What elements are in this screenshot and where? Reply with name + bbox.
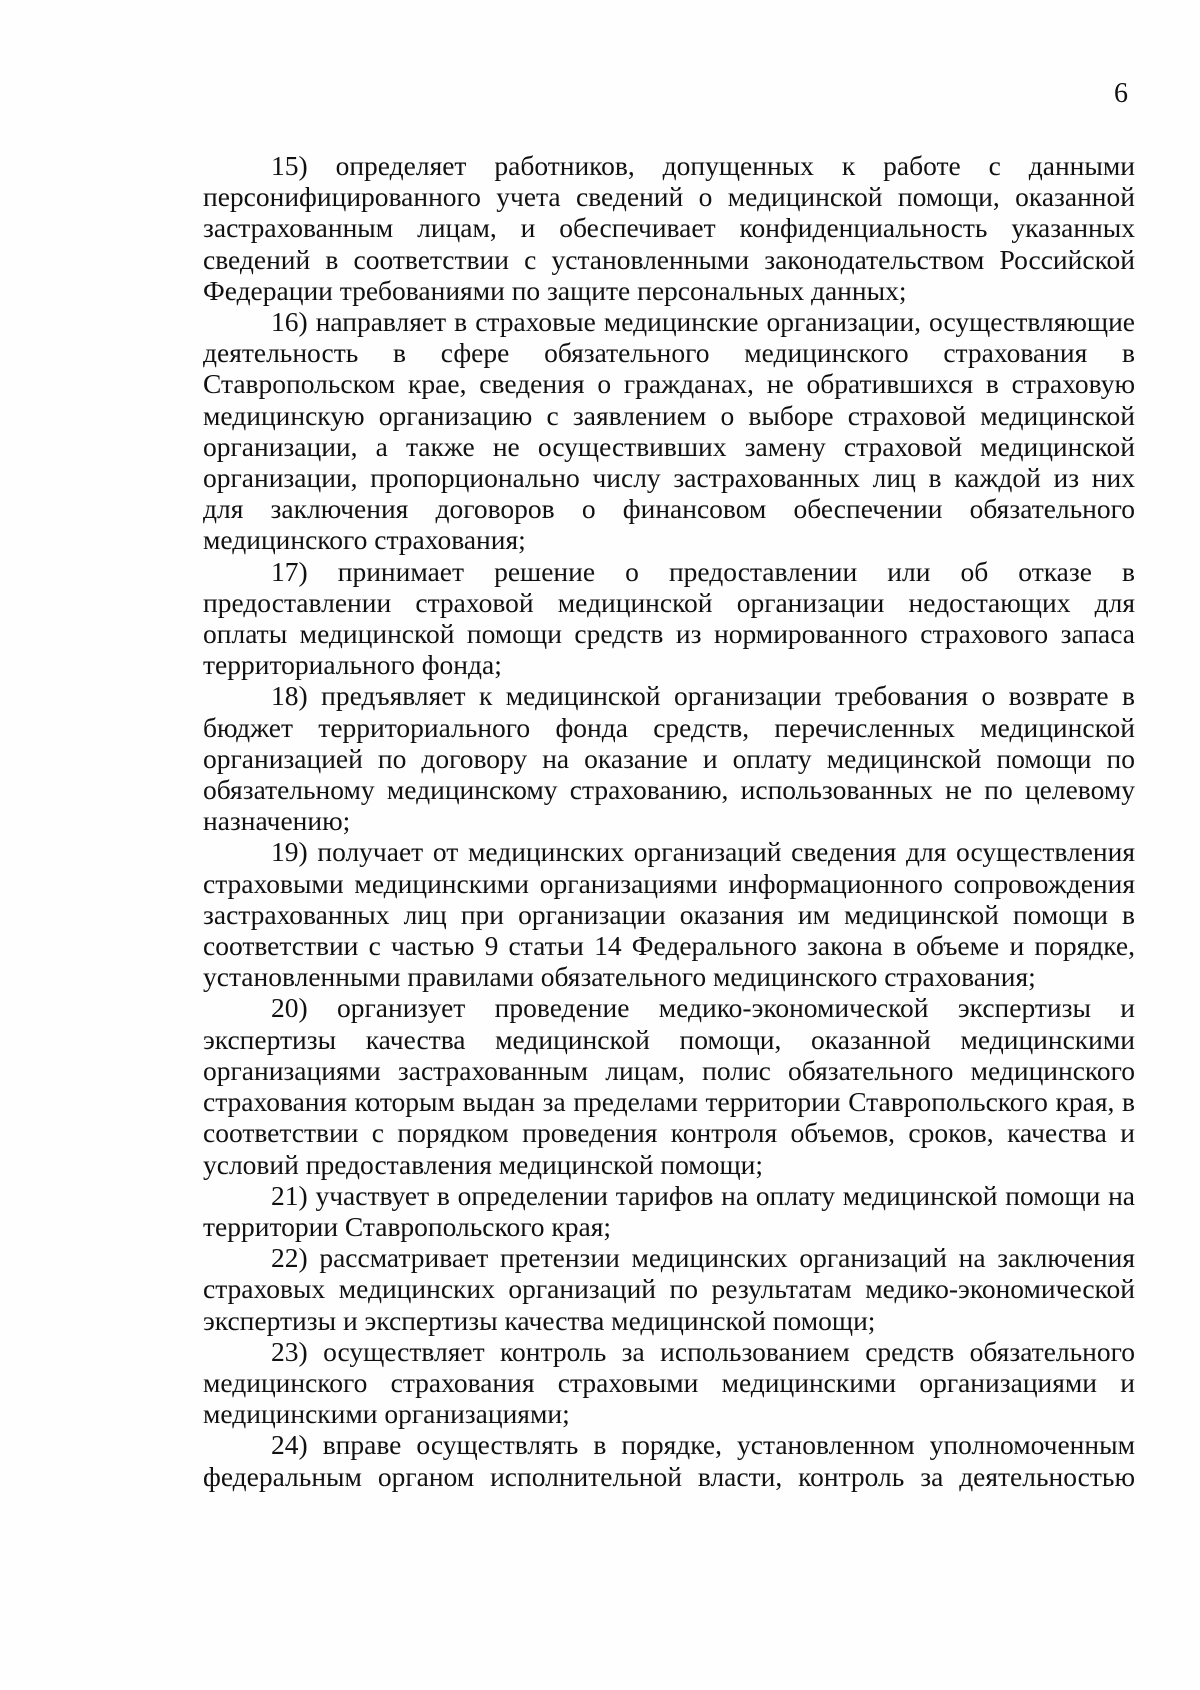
list-item-21: 21) участвует в определении тарифов на оплату медицинской помощи на территории Ставропольского края; — [203, 1179, 1135, 1242]
list-item-24: 24) вправе осуществлять в порядке, установленном уполномоченным федеральным органом исполнительной власти, контроль за деятельностью — [203, 1429, 1135, 1492]
list-item-19: 19) получает от медицинских организаций сведения для осуществления страховыми медицинскими организациями информационного сопровождения застрахованных лиц при организации оказания им медицинской помощи в соответствии с частью 9 статьи 14 Федерального закона в объеме и порядке, установленными правилами обязательного медицинского страхования; — [203, 836, 1135, 993]
list-item-18: 18) предъявляет к медицинской организации требования о возврате в бюджет территориального фонда средств, перечисленных медицинской организацией по договору на оказание и оплату медицинской помощи по обязательному медицинскому страхованию, использованных не по целевому назначению; — [203, 680, 1135, 837]
list-item-17: 17) принимает решение о предоставлении или об отказе в предоставлении страховой медицинской организации недостающих для оплаты медицинской помощи средств из нормированного страхового запаса территориального фонда; — [203, 555, 1135, 681]
list-item-23: 23) осуществляет контроль за использованием средств обязательного медицинского страхования страховыми медицинскими организациями и медицинскими организациями; — [203, 1335, 1135, 1430]
document-body — [203, 150, 1135, 1492]
list-item-16: 16) направляет в страховые медицинские организации, осуществляющие деятельность в сфере обязательного медицинского страхования в Ставропольском крае, сведения о гражданах, не обратившихся в страховую медицинскую организацию с заявлением о выборе страховой медицинской организации, а также не осуществивших замену страховой медицинской организации, пропорционально числу застрахованных лиц в каждой из них для заключения договоров о финансовом обеспечении обязательного медицинского страхования; — [203, 306, 1135, 556]
list-item-22: 22) рассматривает претензии медицинских организаций на заключения страховых медицинских организаций по результатам медико-экономической экспертизы и экспертизы качества медицинской помощи; — [203, 1242, 1135, 1336]
page-number: 6 — [1114, 78, 1128, 109]
list-item-15: 15) определяет работников, допущенных к работе с данными персонифицированного учета сведений о медицинской помощи, оказанной застрахованным лицам, и обеспечивает конфиденциальность указанных сведений в соответствии с установленными законодательством Российской Федерации требованиями по защите персональных данных; — [203, 150, 1135, 306]
list-item-20: 20) организует проведение медико-экономической экспертизы и экспертизы качества медицинской помощи, оказанной медицинскими организациями застрахованным лицам, полис обязательного медицинского страхования которым выдан за пределами территории Ставропольского края, в соответствии с порядком проведения контроля объемов, сроков, качества и условий предоставления медицинской помощи; — [203, 992, 1135, 1180]
